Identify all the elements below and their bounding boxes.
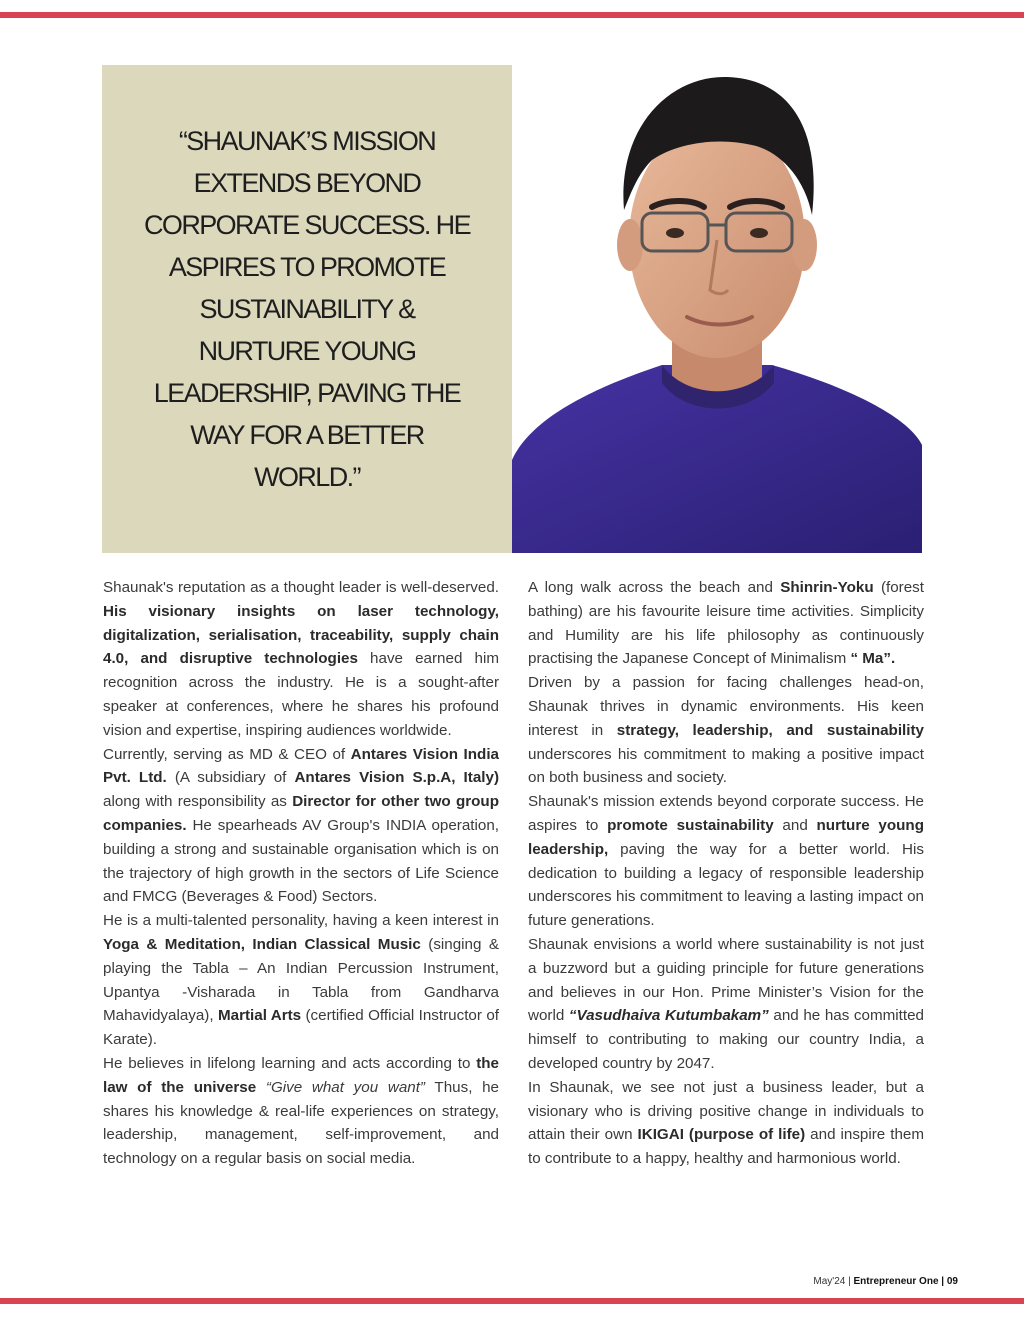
italic-text-run: “Give what you want” xyxy=(256,1078,425,1096)
pull-quote: “SHAUNAK’S MISSION EXTENDS BEYOND CORPORATE SUCCESS. HE ASPIRES TO PROMOTE SUSTAINABILITY & NURTURE YOUNG LEADERSHIP, PAVING THE WAY FOR A BETTER WORLD.” xyxy=(144,126,470,492)
left-paragraph-1 xyxy=(103,576,499,743)
right-paragraph-1 xyxy=(528,576,924,671)
right-paragraph-5 xyxy=(528,1076,924,1171)
left-paragraph-3 xyxy=(103,909,499,1052)
article-right-column xyxy=(528,576,924,1171)
left-paragraph-2 xyxy=(103,743,499,910)
bold-italic-text-run: “Vasudhaiva Kutumbakam” xyxy=(568,1007,769,1025)
left-eye xyxy=(666,228,684,238)
text-run: He is a multi-talented personality, having a keen interest in xyxy=(103,912,499,930)
text-run: He believes in lifelong learning and acts according to xyxy=(103,1054,477,1072)
bold-text-run: IKIGAI (purpose of life) xyxy=(637,1126,806,1144)
left-ear xyxy=(617,219,643,271)
text-run: A long walk across the beach and xyxy=(528,579,781,596)
footer-issue: May'24 | xyxy=(813,1276,854,1287)
text-run: Shaunak envisions a world where sustainability is not just a buzzword but a guiding principle for future generations and believes in our Hon. Prime Minister’s Vision for the world xyxy=(528,935,924,1025)
bold-text-run: the law of the universe xyxy=(103,1054,499,1096)
right-eye xyxy=(750,228,768,238)
text-run: (forest bathing) are his favourite leisure time activities. Simplicity and Humility are his life philosophy as continuously practising the Japanese Concept of Minimalism xyxy=(528,579,924,668)
bold-text-run: nurture young leadership, xyxy=(528,816,924,858)
pull-quote-box xyxy=(102,65,512,553)
bold-text-run: Yoga & Meditation, Indian Classical Music xyxy=(103,935,421,953)
portrait-photo xyxy=(512,65,922,553)
text-run: along with responsibility as xyxy=(103,793,293,811)
bold-text-run: Director for other two group companies. xyxy=(103,793,499,834)
text-run: (A subsidiary of xyxy=(166,769,295,787)
text-run: have earned him recognition across the industry. He is a sought-after speaker at conferences, where he shares his profound vision and expertise, inspiring audiences worldwide. xyxy=(103,650,499,739)
text-run: Currently, serving as MD & CEO of xyxy=(103,745,351,763)
text-run: In Shaunak, we see not just a business leader, but a visionary who is driving positive change in individuals to attain their own xyxy=(528,1078,924,1144)
footer-page-number: | 09 xyxy=(938,1276,958,1287)
page-footer xyxy=(813,1276,958,1287)
text-run: paving the way for a better world. His dedication to building a legacy of responsible leadership underscores his commitment to leaving a lasting impact on future generations. xyxy=(528,840,924,930)
text-run: (singing & playing the Tabla – An Indian Percussion Instrument, Upantya -Visharada in Tabla from Gandharva Mahavidyalaya), xyxy=(103,935,499,1025)
footer-magazine-name: Entrepreneur One xyxy=(853,1276,939,1287)
bottom-accent-rule xyxy=(0,1298,1024,1304)
bold-text-run: promote sustainability xyxy=(607,816,774,834)
right-paragraph-3 xyxy=(528,790,924,933)
top-accent-rule xyxy=(0,12,1024,18)
text-run: and xyxy=(773,816,817,834)
article-left-column xyxy=(103,576,499,1171)
text-run: He spearheads AV Group's INDIA operation, building a strong and sustainable organisation which is on the trajectory of high growth in the sectors of Life Science and FMCG (Beverages & Food) Sectors. xyxy=(103,816,499,906)
bold-text-run: Antares Vision S.p.A, Italy) xyxy=(294,769,499,787)
bold-text-run: “ Ma”. xyxy=(850,650,896,668)
text-run: Thus, he shares his knowledge & real-life experiences on strategy, leadership, management, self-improvement, and technology on a regular basis on social media. xyxy=(103,1078,500,1168)
bold-text-run: Antares Vision India Pvt. Ltd. xyxy=(103,745,499,787)
right-ear xyxy=(791,219,817,271)
text-run: Shaunak's mission extends beyond corporate success. He aspires to xyxy=(528,793,924,834)
text-run: underscores his commitment to making a positive impact on both business and society. xyxy=(528,745,924,787)
right-paragraph-2 xyxy=(528,671,924,790)
text-run: Shaunak's reputation as a thought leader is well-deserved. xyxy=(103,579,499,596)
bold-text-run: His visionary insights on laser technology, digitalization, serialisation, traceability, supply chain 4.0, and disruptive technologies xyxy=(103,602,499,668)
bold-text-run: Shinrin-Yoku xyxy=(780,579,874,596)
text-run: (certified Official Instructor of Karate). xyxy=(103,1007,499,1049)
left-paragraph-4 xyxy=(103,1052,499,1171)
bold-text-run: strategy, leadership, and sustainability xyxy=(616,721,924,739)
text-run: Driven by a passion for facing challenges head-on, Shaunak thrives in dynamic environments. His keen interest in xyxy=(528,674,924,739)
right-paragraph-4 xyxy=(528,933,924,1076)
portrait-illustration xyxy=(512,65,922,553)
text-run: and inspire them to contribute to a happy, healthy and harmonious world. xyxy=(528,1126,924,1168)
bold-text-run: Martial Arts xyxy=(217,1007,302,1025)
text-run: and he has committed himself to contributing to making our country India, a developed country by 2047. xyxy=(528,1007,924,1072)
